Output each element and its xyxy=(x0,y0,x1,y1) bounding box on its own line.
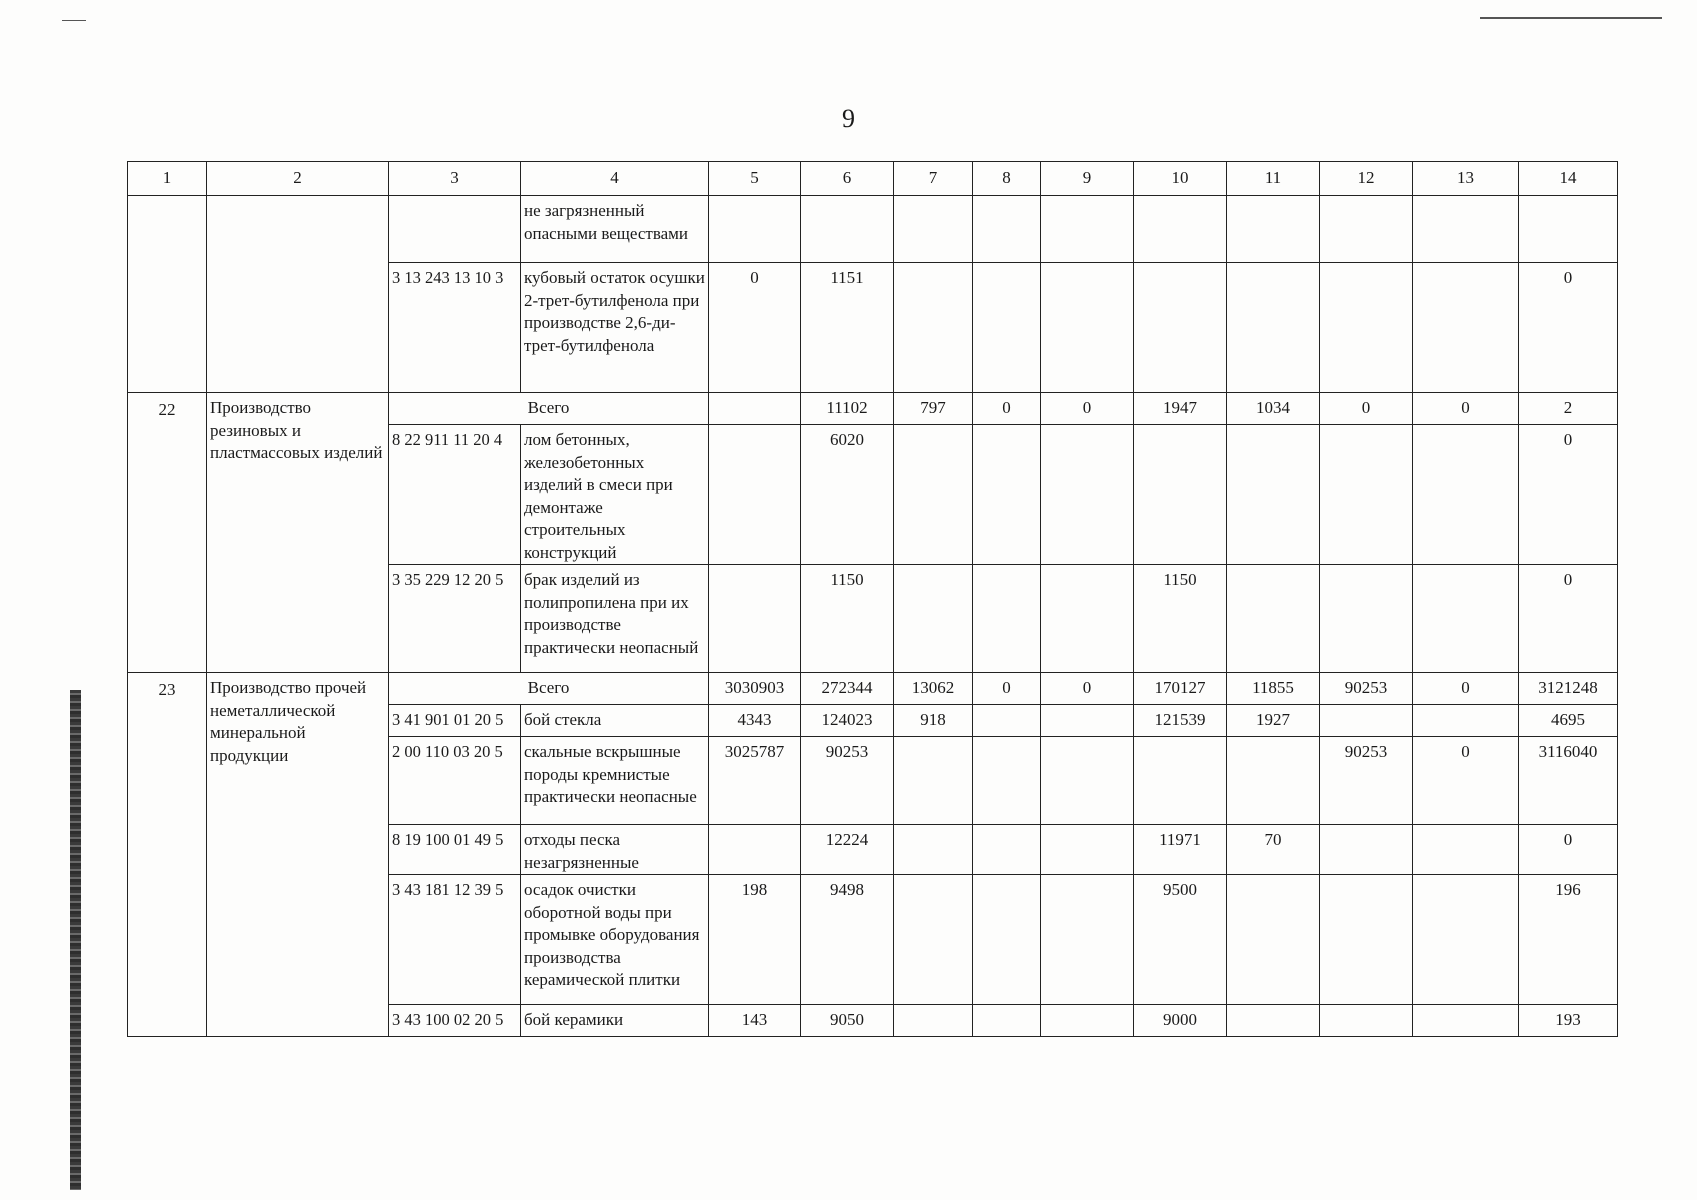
total-value-col-11: 11855 xyxy=(1227,673,1320,705)
column-number-11: 11 xyxy=(1227,162,1320,196)
value-col-14: 3116040 xyxy=(1519,737,1618,825)
scan-edge-shadow xyxy=(70,690,81,1190)
value-col-7 xyxy=(894,825,973,875)
value-col-5: 0 xyxy=(709,263,801,393)
value-col-6: 6020 xyxy=(801,425,894,565)
value-col-14 xyxy=(1519,196,1618,263)
waste-name: не загрязненный опасными веществами xyxy=(521,196,709,263)
value-col-11 xyxy=(1227,425,1320,565)
total-value-col-6: 11102 xyxy=(801,393,894,425)
value-col-10: 1150 xyxy=(1134,565,1227,673)
value-col-7 xyxy=(894,196,973,263)
value-col-12 xyxy=(1320,825,1413,875)
value-col-6: 9498 xyxy=(801,875,894,1005)
column-number-14: 14 xyxy=(1519,162,1618,196)
column-number-7: 7 xyxy=(894,162,973,196)
waste-code xyxy=(389,196,521,263)
value-col-9 xyxy=(1041,825,1134,875)
total-value-col-14: 2 xyxy=(1519,393,1618,425)
waste-code: 3 41 901 01 20 5 xyxy=(389,705,521,737)
total-label: Всего xyxy=(389,673,709,705)
column-number-9: 9 xyxy=(1041,162,1134,196)
value-col-8 xyxy=(973,565,1041,673)
value-col-12 xyxy=(1320,263,1413,393)
value-col-8 xyxy=(973,705,1041,737)
value-col-13 xyxy=(1413,825,1519,875)
value-col-6: 9050 xyxy=(801,1005,894,1037)
value-col-13 xyxy=(1413,263,1519,393)
value-col-11 xyxy=(1227,1005,1320,1037)
value-col-11 xyxy=(1227,565,1320,673)
total-value-col-5: 3030903 xyxy=(709,673,801,705)
total-value-col-7: 13062 xyxy=(894,673,973,705)
total-value-col-11: 1034 xyxy=(1227,393,1320,425)
column-number-1: 1 xyxy=(128,162,207,196)
waste-name: брак изделий из полипропилена при их производстве практически неопасный xyxy=(521,565,709,673)
value-col-9 xyxy=(1041,1005,1134,1037)
value-col-5 xyxy=(709,565,801,673)
value-col-12 xyxy=(1320,1005,1413,1037)
value-col-11 xyxy=(1227,737,1320,825)
total-value-col-9: 0 xyxy=(1041,673,1134,705)
value-col-7 xyxy=(894,425,973,565)
column-number-13: 13 xyxy=(1413,162,1519,196)
group-number: 23 xyxy=(128,673,207,1037)
value-col-12: 90253 xyxy=(1320,737,1413,825)
value-col-13 xyxy=(1413,196,1519,263)
value-col-9 xyxy=(1041,196,1134,263)
value-col-13 xyxy=(1413,565,1519,673)
waste-name: осадок очистки оборотной воды при промывке оборудования производства керамической плитки xyxy=(521,875,709,1005)
value-col-14: 0 xyxy=(1519,825,1618,875)
value-col-11 xyxy=(1227,196,1320,263)
total-value-col-6: 272344 xyxy=(801,673,894,705)
group-name: Производство прочей неметаллической минеральной продукции xyxy=(207,673,389,1037)
waste-name: бой стекла xyxy=(521,705,709,737)
value-col-10: 9500 xyxy=(1134,875,1227,1005)
value-col-11: 1927 xyxy=(1227,705,1320,737)
column-number-row xyxy=(128,162,1618,196)
value-col-8 xyxy=(973,263,1041,393)
waste-code: 2 00 110 03 20 5 xyxy=(389,737,521,825)
value-col-8 xyxy=(973,825,1041,875)
column-number-10: 10 xyxy=(1134,162,1227,196)
value-col-10 xyxy=(1134,737,1227,825)
value-col-14: 0 xyxy=(1519,565,1618,673)
page-number: 9 xyxy=(842,104,855,133)
value-col-14: 0 xyxy=(1519,263,1618,393)
value-col-14: 193 xyxy=(1519,1005,1618,1037)
value-col-8 xyxy=(973,875,1041,1005)
value-col-14: 0 xyxy=(1519,425,1618,565)
value-col-12 xyxy=(1320,565,1413,673)
group-number-cell xyxy=(128,196,207,393)
column-number-6: 6 xyxy=(801,162,894,196)
total-label: Всего xyxy=(389,393,709,425)
value-col-8 xyxy=(973,425,1041,565)
value-col-13 xyxy=(1413,1005,1519,1037)
value-col-5: 3025787 xyxy=(709,737,801,825)
waste-code: 3 13 243 13 10 3 xyxy=(389,263,521,393)
waste-name: скальные вскрышные породы кремнистые практически неопасные xyxy=(521,737,709,825)
value-col-10 xyxy=(1134,196,1227,263)
group-number: 22 xyxy=(128,393,207,673)
value-col-7 xyxy=(894,737,973,825)
scan-mark-top-right xyxy=(1480,17,1662,19)
value-col-9 xyxy=(1041,737,1134,825)
table-row xyxy=(128,196,1618,263)
value-col-8 xyxy=(973,737,1041,825)
value-col-6: 12224 xyxy=(801,825,894,875)
value-col-7 xyxy=(894,875,973,1005)
value-col-5 xyxy=(709,425,801,565)
total-value-col-13: 0 xyxy=(1413,393,1519,425)
value-col-6: 1150 xyxy=(801,565,894,673)
value-col-5: 198 xyxy=(709,875,801,1005)
waste-code: 3 43 181 12 39 5 xyxy=(389,875,521,1005)
waste-code: 8 22 911 11 20 4 xyxy=(389,425,521,565)
group-total-row xyxy=(128,393,1618,425)
value-col-6: 1151 xyxy=(801,263,894,393)
value-col-9 xyxy=(1041,565,1134,673)
group-total-row xyxy=(128,673,1618,705)
value-col-5 xyxy=(709,196,801,263)
total-value-col-5 xyxy=(709,393,801,425)
value-col-12 xyxy=(1320,425,1413,565)
value-col-10: 121539 xyxy=(1134,705,1227,737)
value-col-5: 4343 xyxy=(709,705,801,737)
value-col-7: 918 xyxy=(894,705,973,737)
value-col-12 xyxy=(1320,705,1413,737)
value-col-6: 124023 xyxy=(801,705,894,737)
value-col-9 xyxy=(1041,425,1134,565)
waste-code: 3 43 100 02 20 5 xyxy=(389,1005,521,1037)
value-col-5 xyxy=(709,825,801,875)
waste-table xyxy=(127,161,1618,1037)
total-value-col-10: 170127 xyxy=(1134,673,1227,705)
total-value-col-8: 0 xyxy=(973,393,1041,425)
column-number-8: 8 xyxy=(973,162,1041,196)
group-name-cell xyxy=(207,196,389,393)
value-col-9 xyxy=(1041,705,1134,737)
scan-mark-top-left xyxy=(62,20,86,21)
value-col-14: 196 xyxy=(1519,875,1618,1005)
value-col-11 xyxy=(1227,263,1320,393)
value-col-8 xyxy=(973,1005,1041,1037)
waste-name: бой керамики xyxy=(521,1005,709,1037)
value-col-7 xyxy=(894,1005,973,1037)
total-value-col-14: 3121248 xyxy=(1519,673,1618,705)
total-value-col-8: 0 xyxy=(973,673,1041,705)
column-number-12: 12 xyxy=(1320,162,1413,196)
value-col-9 xyxy=(1041,263,1134,393)
value-col-8 xyxy=(973,196,1041,263)
table-body xyxy=(128,196,1618,1037)
value-col-9 xyxy=(1041,875,1134,1005)
column-number-2: 2 xyxy=(207,162,389,196)
waste-code: 3 35 229 12 20 5 xyxy=(389,565,521,673)
value-col-7 xyxy=(894,565,973,673)
value-col-11 xyxy=(1227,875,1320,1005)
waste-name: кубовый остаток осушки 2-трет-бутилфенола при производстве 2,6-ди-трет-бутилфенола xyxy=(521,263,709,393)
waste-name: отходы песка незагрязненные xyxy=(521,825,709,875)
value-col-13 xyxy=(1413,705,1519,737)
waste-code: 8 19 100 01 49 5 xyxy=(389,825,521,875)
value-col-5: 143 xyxy=(709,1005,801,1037)
total-value-col-12: 90253 xyxy=(1320,673,1413,705)
value-col-10 xyxy=(1134,263,1227,393)
total-value-col-12: 0 xyxy=(1320,393,1413,425)
value-col-12 xyxy=(1320,875,1413,1005)
column-number-5: 5 xyxy=(709,162,801,196)
column-number-3: 3 xyxy=(389,162,521,196)
waste-name: лом бетонных, железобетонных изделий в смеси при демонтаже строительных конструкций xyxy=(521,425,709,565)
value-col-10: 9000 xyxy=(1134,1005,1227,1037)
value-col-6 xyxy=(801,196,894,263)
value-col-10: 11971 xyxy=(1134,825,1227,875)
value-col-10 xyxy=(1134,425,1227,565)
value-col-11: 70 xyxy=(1227,825,1320,875)
total-value-col-10: 1947 xyxy=(1134,393,1227,425)
value-col-13 xyxy=(1413,425,1519,565)
value-col-6: 90253 xyxy=(801,737,894,825)
total-value-col-9: 0 xyxy=(1041,393,1134,425)
value-col-13: 0 xyxy=(1413,737,1519,825)
value-col-14: 4695 xyxy=(1519,705,1618,737)
total-value-col-7: 797 xyxy=(894,393,973,425)
total-value-col-13: 0 xyxy=(1413,673,1519,705)
value-col-7 xyxy=(894,263,973,393)
group-name: Производство резиновых и пластмассовых изделий xyxy=(207,393,389,673)
value-col-13 xyxy=(1413,875,1519,1005)
value-col-12 xyxy=(1320,196,1413,263)
column-number-4: 4 xyxy=(521,162,709,196)
